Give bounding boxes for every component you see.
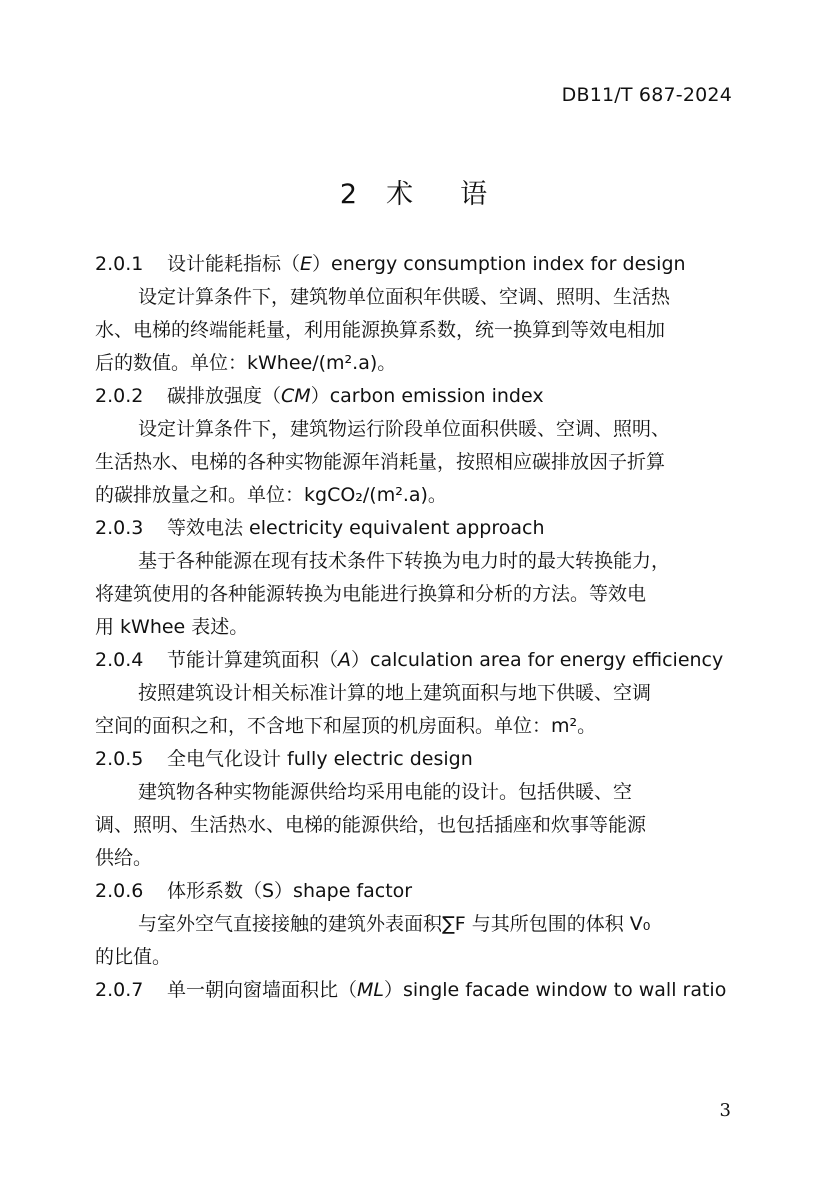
term-2-0-2 xyxy=(95,380,755,512)
term-symbol: E xyxy=(300,253,313,275)
definition-line: 将建筑使用的各种能源转换为电能进行换算和分析的方法。等效电 xyxy=(95,583,647,605)
definition-line: 基于各种能源在现有技术条件下转换为电力时的最大转换能力， xyxy=(138,550,671,572)
term-2-0-6 xyxy=(95,875,755,974)
term-2-0-4 xyxy=(95,644,755,743)
term-definition xyxy=(95,776,755,875)
page-number: 3 xyxy=(719,1100,731,1121)
definition-line: 后的数值。单位：kWhee/(m².a)。 xyxy=(95,352,397,374)
term-number: 2.0.3 xyxy=(95,517,144,539)
terms-list xyxy=(95,248,755,1007)
term-name: 体形系数（S）shape factor xyxy=(167,880,413,902)
term-2-0-3 xyxy=(95,512,755,644)
chapter-title-char-1: 术 xyxy=(386,179,415,210)
definition-line: 水、电梯的终端能耗量，利用能源换算系数，统一换算到等效电相加 xyxy=(95,319,666,341)
chapter-title-char-2: 语 xyxy=(460,179,489,210)
term-definition xyxy=(95,908,755,974)
term-symbol: CM xyxy=(281,385,311,407)
term-name-cn: 碳排放强度（ xyxy=(167,385,282,407)
term-name-en: ）energy consumption index for design xyxy=(312,253,686,275)
definition-line: 的碳排放量之和。单位：kgCO₂/(m².a)。 xyxy=(95,484,447,506)
term-definition xyxy=(95,677,755,743)
term-name-en: ）single facade window to wall ratio xyxy=(384,979,727,1001)
term-name-cn: 单一朝向窗墙面积比（ xyxy=(167,979,358,1001)
term-definition xyxy=(95,281,755,380)
term-name: 全电气化设计 fully electric design xyxy=(167,748,473,770)
term-heading xyxy=(95,380,755,413)
term-symbol: ML xyxy=(357,979,384,1001)
definition-line: 用 kWhee 表述。 xyxy=(95,616,249,638)
definition-line: 与室外空气直接接触的建筑外表面积∑F 与其所包围的体积 V₀ xyxy=(138,913,651,935)
term-heading xyxy=(95,644,755,677)
definition-line: 建筑物各种实物能源供给均采用电能的设计。包括供暖、空 xyxy=(138,781,633,803)
term-definition xyxy=(95,545,755,644)
term-2-0-7 xyxy=(95,974,755,1007)
term-number: 2.0.6 xyxy=(95,880,144,902)
term-heading xyxy=(95,974,755,1007)
definition-line: 空间的面积之和，不含地下和屋顶的机房面积。单位：m²。 xyxy=(95,715,597,737)
definition-line: 生活热水、电梯的各种实物能源年消耗量，按照相应碳排放因子折算 xyxy=(95,451,666,473)
definition-line: 调、照明、生活热水、电梯的能源供给，也包括插座和炊事等能源 xyxy=(95,814,647,836)
term-name-en: ）carbon emission index xyxy=(310,385,544,407)
term-number: 2.0.5 xyxy=(95,748,144,770)
term-heading xyxy=(95,875,755,908)
term-number: 2.0.1 xyxy=(95,253,144,275)
term-heading xyxy=(95,743,755,776)
term-name: 等效电法 electricity equivalent approach xyxy=(167,517,545,539)
term-number: 2.0.4 xyxy=(95,649,144,671)
definition-line: 按照建筑设计相关标准计算的地上建筑面积与地下供暖、空调 xyxy=(138,682,652,704)
term-name-en: ）calculation area for energy efficiency xyxy=(351,649,724,671)
definition-line: 设定计算条件下，建筑物单位面积年供暖、空调、照明、生活热 xyxy=(138,286,671,308)
chapter-title xyxy=(0,172,828,211)
definition-line: 供给。 xyxy=(95,847,153,869)
term-definition xyxy=(95,413,755,512)
definition-line: 设定计算条件下，建筑物运行阶段单位面积供暖、空调、照明、 xyxy=(138,418,671,440)
term-name-cn: 节能计算建筑面积（ xyxy=(167,649,339,671)
term-2-0-1 xyxy=(95,248,755,380)
term-name-cn: 设计能耗指标（ xyxy=(167,253,301,275)
standard-code: DB11/T 687-2024 xyxy=(561,84,732,106)
term-heading xyxy=(95,512,755,545)
term-2-0-5 xyxy=(95,743,755,875)
term-number: 2.0.2 xyxy=(95,385,144,407)
chapter-number: 2 xyxy=(339,179,359,210)
definition-line: 的比值。 xyxy=(95,946,172,968)
term-heading xyxy=(95,248,755,281)
term-symbol: A xyxy=(338,649,352,671)
term-number: 2.0.7 xyxy=(95,979,144,1001)
